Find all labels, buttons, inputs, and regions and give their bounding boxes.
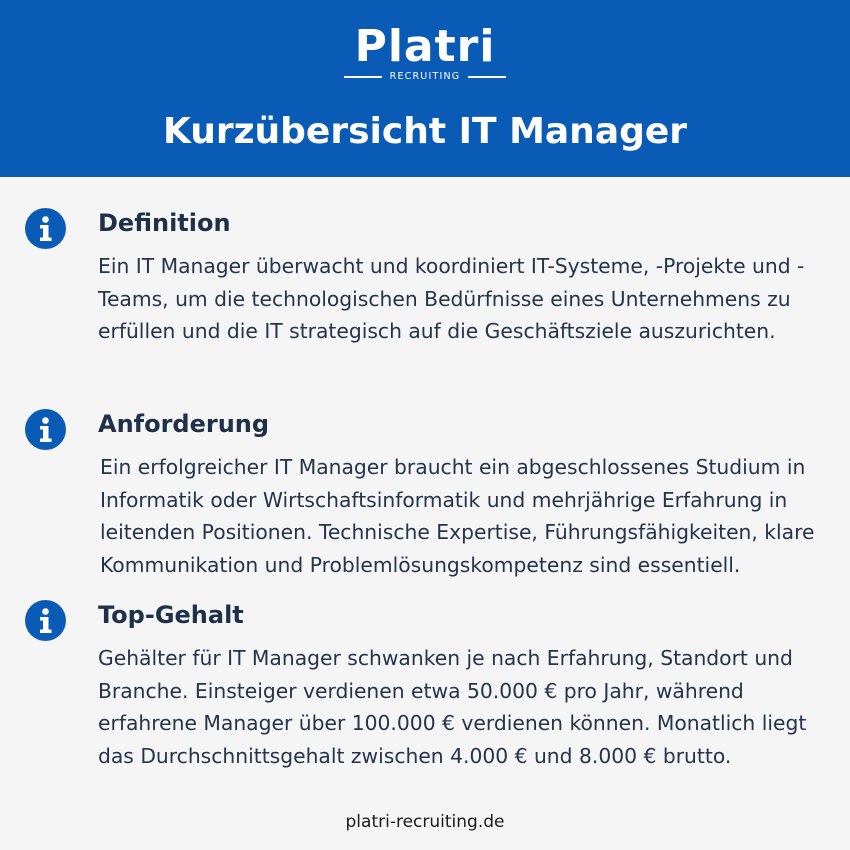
section-heading: Anforderung: [98, 410, 270, 438]
footer-url: platri-recruiting.de: [345, 812, 505, 832]
header-banner: [0, 0, 850, 177]
tagline-divider-left: [344, 76, 382, 78]
info-icon: [25, 409, 66, 450]
brand-logo: Platri: [354, 21, 496, 72]
tagline-divider-right: [468, 76, 506, 78]
section-heading: Definition: [98, 209, 231, 237]
info-icon: [25, 600, 66, 641]
section-body: Gehälter für IT Manager schwanken je nach Erfahrung, Standort und Branche. Einsteiger verdienen etwa 50.000 € pro Jahr, während erfahrene Manager über 100.000 € verdienen können. Monatlich liegt das Durchschnittsgehalt zwischen 4.000 € und 8.000 € brutto.: [98, 646, 807, 768]
section-heading: Top-Gehalt: [98, 601, 244, 629]
info-icon: [25, 208, 66, 249]
section-body: Ein IT Manager überwacht und koordiniert IT-Systeme, -Projekte und -Teams, um die technologischen Bedürfnisse eines Unternehmens zu erfüllen und die IT strategisch auf die Geschäftsziele auszurichten.: [98, 254, 805, 343]
brand-tagline-row: [0, 70, 850, 84]
brand-tagline: RECRUITING: [389, 71, 461, 82]
page-title: Kurzübersicht IT Manager: [162, 111, 688, 152]
section-body: Ein erfolgreicher IT Manager braucht ein abgeschlossenes Studium in Informatik oder Wirtschaftsinformatik und mehrjährige Erfahrung in leitenden Positionen. Technische Expertise, Führungsfähigkeiten, klare Kommunikation und Problemlösungskompetenz sind essentiell.: [100, 455, 815, 577]
